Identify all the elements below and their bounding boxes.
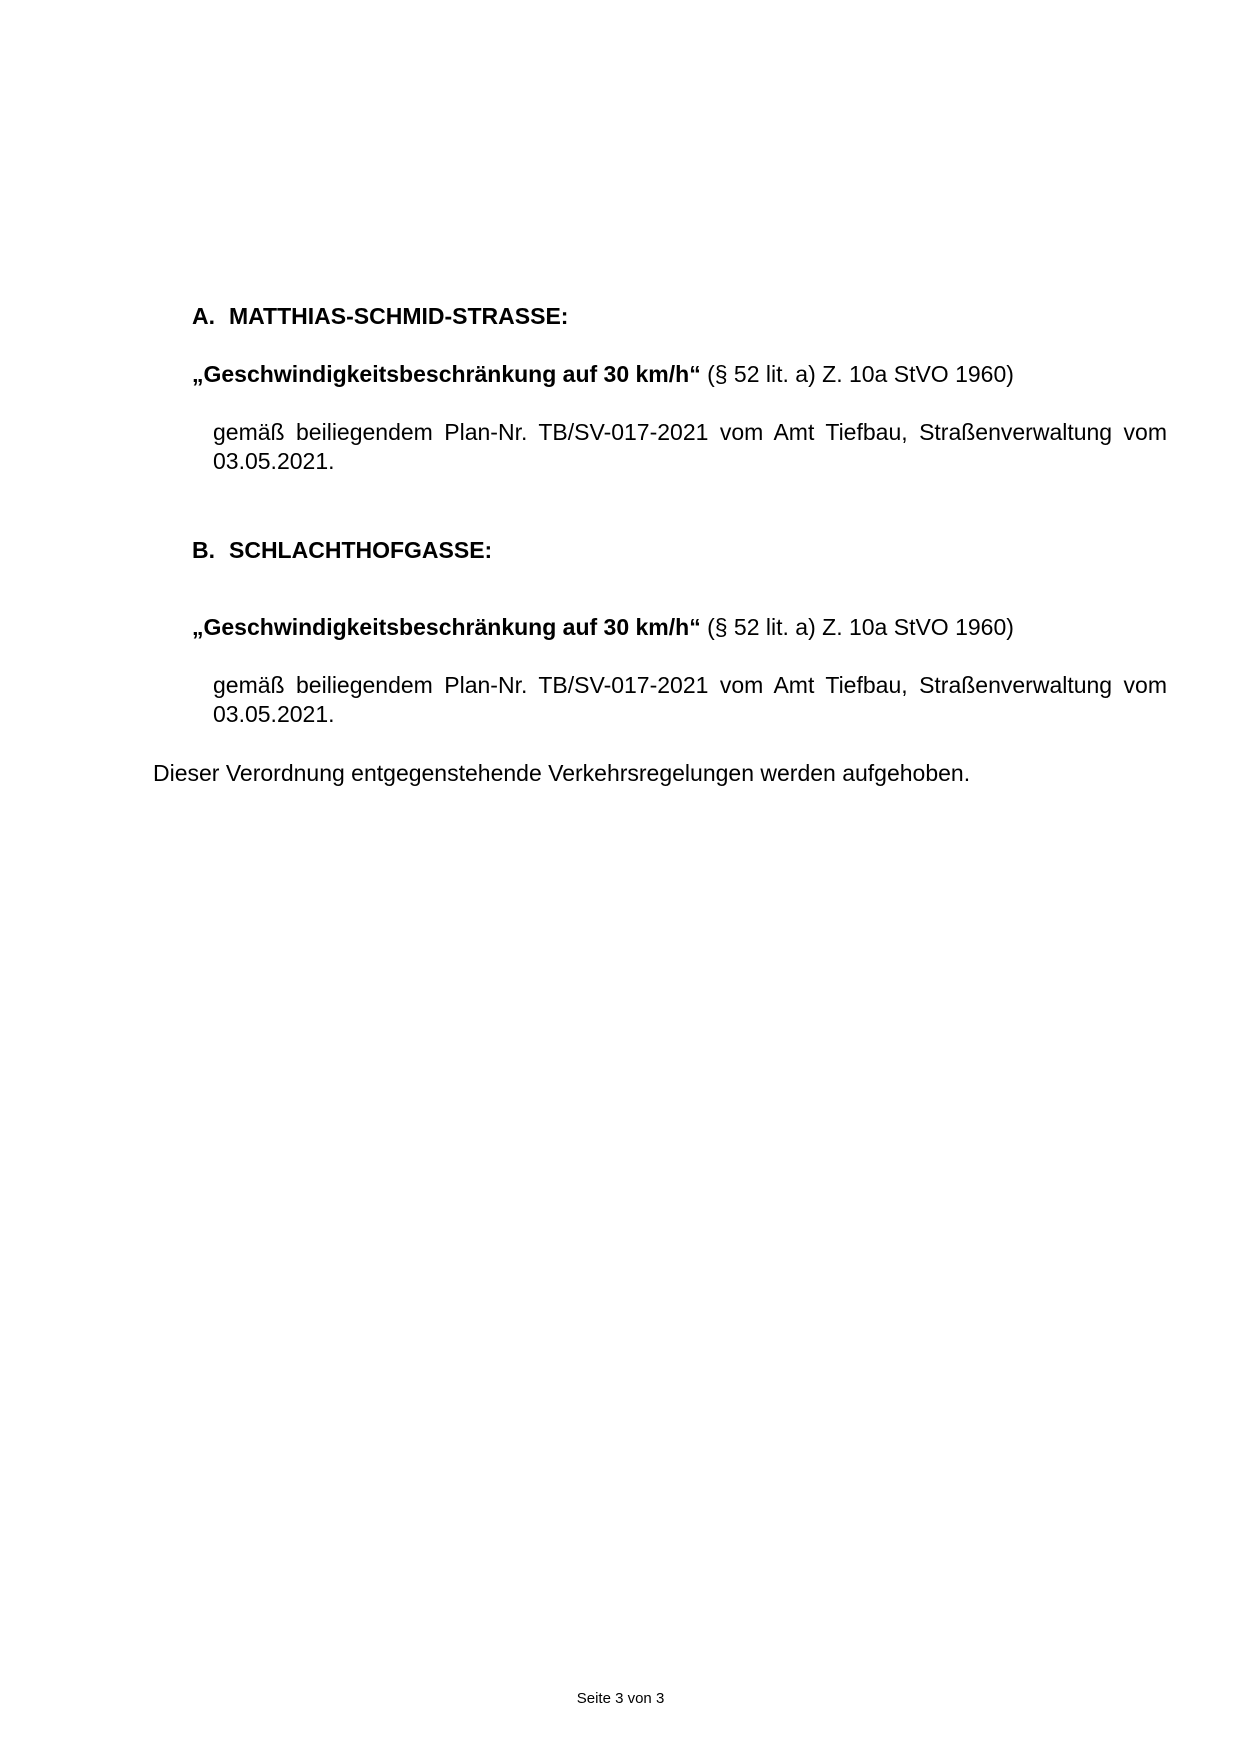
section-a-letter: A. (192, 303, 215, 329)
closing-statement: Dieser Verordnung entgegenstehende Verkehrsregelungen werden aufgehoben. (153, 760, 971, 786)
section-a-measure-reference: (§ 52 lit. a) Z. 10a StVO 1960) (707, 361, 1014, 387)
page-number-footer: Seite 3 von 3 (576, 1690, 665, 1707)
section-b-detail: gemäß beiliegendem Plan-Nr. TB/SV-017-2021 vom Amt Tiefbau, Straßenverwaltung vom 03.05.2021. (213, 672, 1167, 727)
section-b-measure-title: „Geschwindigkeitsbeschränkung auf 30 km/h“ (192, 614, 701, 640)
section-a-measure-title: „Geschwindigkeitsbeschränkung auf 30 km/h“ (192, 361, 701, 387)
section-b-title: SCHLACHTHOFGASSE: (229, 537, 493, 563)
section-a-heading (192, 302, 568, 330)
section-a-detail: gemäß beiliegendem Plan-Nr. TB/SV-017-2021 vom Amt Tiefbau, Straßenverwaltung vom 03.05.2021. (213, 419, 1167, 474)
section-a-measure (192, 360, 1014, 388)
section-a-title: MATTHIAS-SCHMID-STRASSE: (229, 303, 569, 329)
section-b-measure (192, 613, 1014, 641)
section-b-letter: B. (192, 537, 215, 563)
section-b-measure-reference: (§ 52 lit. a) Z. 10a StVO 1960) (707, 614, 1014, 640)
section-b-heading (192, 536, 492, 564)
